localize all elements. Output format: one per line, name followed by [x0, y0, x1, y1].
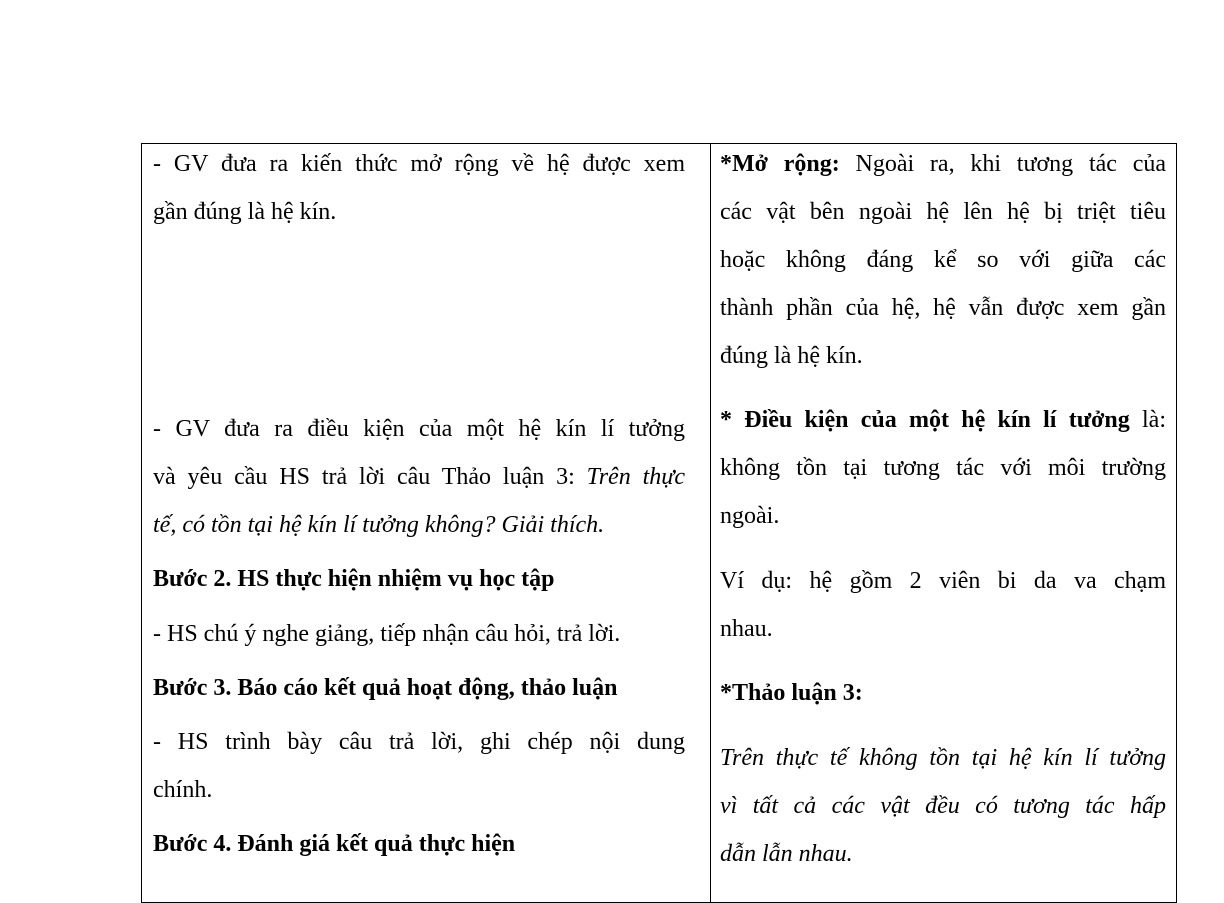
condition-line1-rest: là: [1129, 407, 1166, 433]
expand-line1 [720, 140, 1166, 188]
example-line1: Ví dụ: hệ gồm 2 viên bi da va chạm [720, 568, 1166, 594]
step3-heading [153, 664, 685, 712]
left-p2-line3 [153, 501, 685, 549]
left-p1-line1: - GV đưa ra kiến thức mở rộng về hệ được xem [153, 151, 685, 177]
expand-line3: hoặc không đáng kể so với giữa các [720, 247, 1166, 273]
step3-line2: chính. [153, 777, 213, 803]
expand-line2: các vật bên ngoài hệ lên hệ bị triệt tiêu [720, 199, 1166, 225]
step4-heading [153, 820, 685, 868]
column-divider [710, 144, 711, 902]
discussion-heading [720, 669, 1166, 717]
expand-line1-rest: Ngoài ra, khi tương tác của [839, 151, 1167, 177]
left-p2-line2 [153, 453, 685, 501]
answer-line3-text: dẫn lẫn nhau. [720, 841, 853, 867]
left-p1-line2: gần đúng là hệ kín. [153, 199, 337, 225]
left-p2-line3-italic: tế, có tồn tại hệ kín lí tưởng không? Giải thích. [153, 512, 605, 538]
step2-heading [153, 555, 685, 603]
step3-line1: - HS trình bày câu trả lời, ghi chép nội dung [153, 729, 685, 755]
left-p2-line2-italic: Trên thực [586, 464, 685, 490]
content-table [141, 143, 1177, 903]
left-p2-line1: - GV đưa ra điều kiện của một hệ kín lí tưởng [153, 416, 685, 442]
discussion-label: *Thảo luận 3: [720, 680, 863, 706]
condition-label: * Điều kiện của một hệ kín lí tưởng [720, 407, 1130, 433]
answer-line2 [720, 782, 1166, 830]
step3-heading-text: Bước 3. Báo cáo kết quả hoạt động, thảo luận [153, 675, 618, 701]
answer-line3 [720, 830, 1166, 878]
answer-line1 [720, 734, 1166, 782]
expand-line4: thành phần của hệ, hệ vẫn được xem gần [720, 295, 1166, 321]
answer-line1-text: Trên thực tế không tồn tại hệ kín lí tưởng [720, 745, 1166, 771]
expand-line5: đúng là hệ kín. [720, 343, 863, 369]
condition-line3: ngoài. [720, 503, 780, 529]
condition-line2: không tồn tại tương tác với môi trường [720, 455, 1166, 481]
step2-heading-text: Bước 2. HS thực hiện nhiệm vụ học tập [153, 566, 555, 592]
step2-text: - HS chú ý nghe giảng, tiếp nhận câu hỏi, trả lời. [153, 621, 621, 647]
expand-label: *Mở rộng: [720, 151, 840, 177]
example-line2: nhau. [720, 616, 773, 642]
answer-line2-text: vì tất cả các vật đều có tương tác hấp [720, 793, 1166, 819]
left-p2-line2-plain: và yêu cầu HS trả lời câu Thảo luận 3: [153, 464, 587, 490]
step4-heading-text: Bước 4. Đánh giá kết quả thực hiện [153, 831, 516, 857]
condition-line1 [720, 396, 1166, 444]
